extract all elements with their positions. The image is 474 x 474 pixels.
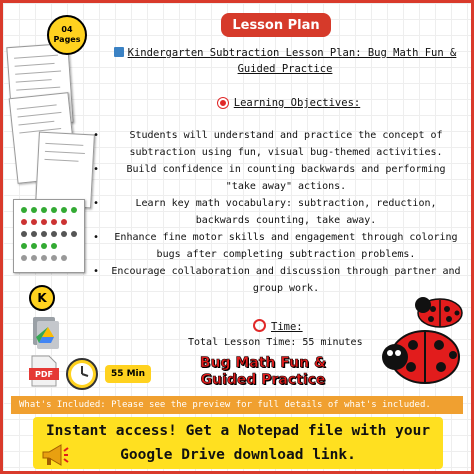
objective-item: • Enhance fine motor skills and engagement through coloring bugs after completing subtraction problems. — [93, 229, 463, 263]
objective-item: • Learn key math vocabulary: subtraction, reduction, backwards counting, take away. — [93, 195, 463, 229]
worksheet-thumbnail-3 — [35, 132, 95, 209]
grade-badge: K — [29, 285, 55, 311]
book-icon — [114, 47, 124, 57]
pdf-icon — [29, 355, 59, 387]
alarm-clock-icon — [253, 319, 266, 332]
lesson-title-text: Kindergarten Subtraction Lesson Plan: Bug Math Fun & Guided Practice — [127, 47, 457, 75]
pages-label: Pages — [53, 35, 81, 44]
objective-item: • Encourage collaboration and discussion through partner and group work. — [93, 263, 463, 297]
ladybug-icon — [379, 323, 463, 387]
whats-included-bar — [11, 396, 463, 414]
instant-access-banner — [33, 417, 443, 469]
lesson-title — [105, 45, 465, 77]
pages-count: 04 — [61, 25, 73, 34]
bug-worksheet-preview — [14, 200, 84, 272]
objectives-list — [93, 127, 463, 297]
pages-badge — [47, 15, 87, 55]
google-drive-icon — [29, 315, 65, 351]
time-heading-text: Time: — [271, 321, 303, 333]
duration-badge: 55 Min — [105, 365, 151, 383]
whats-included-text: What's Included: Please see the preview for full details of what's included. — [19, 400, 431, 410]
objective-item: • Students will understand and practice the concept of subtraction using fun, visual bug-themed activities. — [93, 127, 463, 161]
objectives-heading — [113, 97, 465, 109]
objective-item: • Build confidence in counting backwards and performing "take away" actions. — [93, 161, 463, 195]
worksheet-thumbnail-4 — [13, 199, 85, 273]
pdf-label: PDF — [35, 370, 53, 379]
bug-math-title: Bug Math Fun & Guided Practice — [199, 355, 327, 388]
megaphone-icon — [41, 443, 69, 467]
target-icon — [218, 98, 228, 108]
clock-icon — [65, 357, 99, 391]
objectives-heading-text: Learning Objectives: — [233, 97, 361, 109]
total-lesson-time: Total Lesson Time: 55 minutes — [188, 337, 363, 348]
instant-access-text: Instant access! Get a Notepad file with your Google Drive download link. — [45, 423, 431, 463]
time-heading — [253, 319, 303, 333]
lesson-plan-pill: Lesson Plan — [221, 13, 331, 37]
